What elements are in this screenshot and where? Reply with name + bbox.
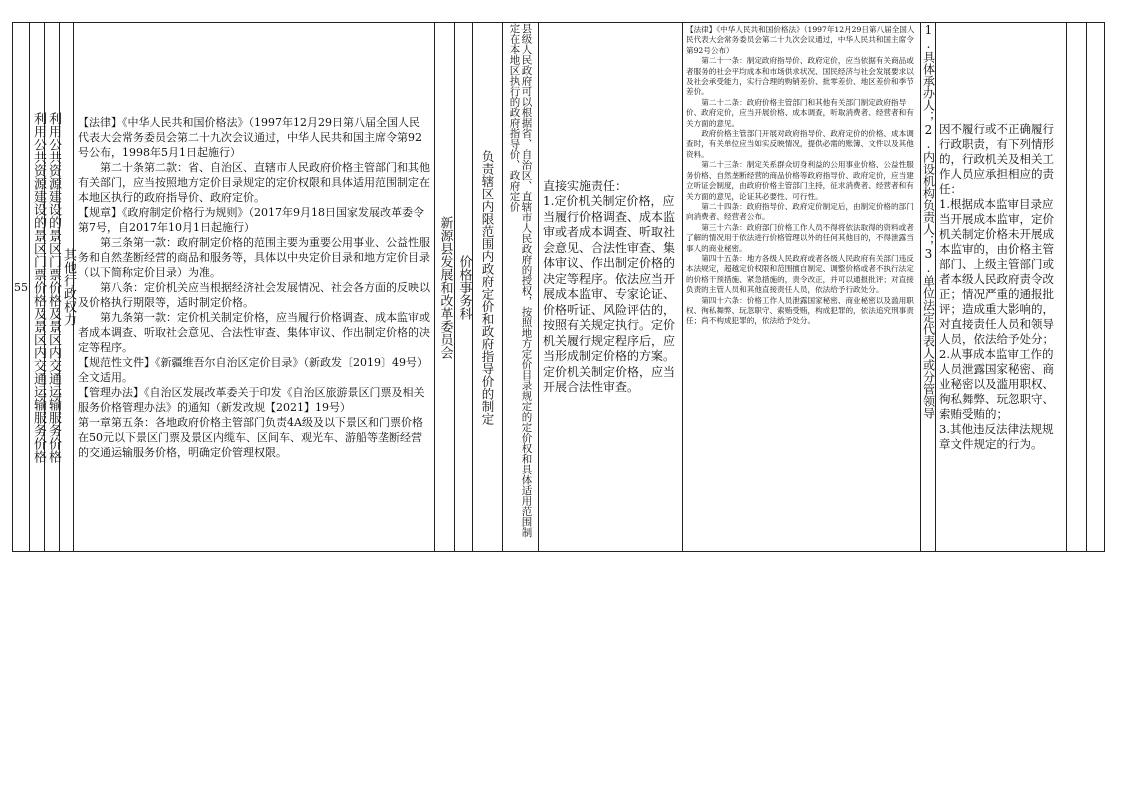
paragraph: 第九条第一款：定价机关制定价格，应当履行价格调查、成本监审或者成本调查、听取社会意见、合法性审查、集体审议、作出制定价格的决定等程序。	[78, 310, 430, 354]
paragraph: 【法律】《中华人民共和国价格法》（1997年12月29日第八届全国人民代表大会常务委员会第二十九次会议通过，中华人民共和国主席令第92号公布）	[686, 25, 915, 55]
paragraph: 全文适用。	[78, 370, 133, 384]
paragraph: 【管理办法】《自治区发展改革委关于印发《自治区旅游景区门票及相关服务价格管理办法》的通知（新发改规【2021】19号）	[78, 385, 425, 414]
paragraph: 2.从事成本监审工作的人员泄露国家秘密、商业秘密以及滥用职权、徇私舞弊、玩忽职守、索贿受贿的；	[939, 347, 1054, 421]
department-cell	[435, 23, 455, 552]
paragraph: 因不履行或不正确履行行政职责，有下列情形的，行政机关及相关工作人员应承担相应的责任：	[939, 122, 1054, 196]
paragraph: 【法律】《中华人民共和国价格法》（1997年12月29日第八届全国人民代表大会常务委员会第二十九次会议通过，中华人民共和国主席令第92号公布，1998年5月1日起施行）	[78, 115, 422, 159]
power-content: 负责辖区内限范围内政府定价和政府指导价的制定	[480, 149, 495, 425]
content-cell	[473, 23, 503, 552]
power-note: 县级人民政府可以根据省、自治区、直辖市人民政府的授权，按照地方定价目录规定的定价权和具体适用范围制定在本地区执行的政府指导价、政府定价	[508, 23, 533, 538]
legal-basis	[78, 115, 430, 460]
spare-cell	[1087, 23, 1105, 552]
table-row	[13, 23, 1105, 552]
paragraph: 第四十五条：地方各级人民政府或者各级人民政府有关部门违反本法规定，超越定价权限和范围擅自制定、调整价格或者不执行法定的价格干预措施、紧急措施的，责令改正，并可以通报批评；对直接负责的主管人员和其他直接责任人员，依法给予行政处分。	[686, 253, 914, 295]
duty-text: 直接实施责任： 1.定价机关制定价格，应当履行价格调查、成本监审或者成本调查、听取社会意见、合法性审查、集体审议、作出制定价格的决定等程序。依法应当开展成本监审、专家论证、价格听证、风险评估的，按照有关规定执行。定价机关履行规定程序后，应当形成制定价格的方案。定价机关制定价格，应当开展合法性审查。	[543, 178, 676, 394]
paragraph: 第二十二条：政府价格主管部门和其他有关部门制定政府指导价、政府定价，应当开展价格、成本调查，听取消费者、经营者和有关方面的意见。	[686, 97, 914, 128]
fault-cell	[936, 23, 1067, 552]
power-type: 其他行政权力	[61, 248, 76, 326]
paragraph: 【规章】《政府制定价格行为规则》（2017年9月18日国家发展改革委令第7号，自2017年10月1日起施行）	[78, 205, 424, 234]
duty-cell	[539, 23, 683, 552]
paragraph: 第三十六条：政府部门价格工作人员不得将依法取得的资料或者了解的情况用于依法进行价格管理以外的任何其他目的，不得泄露当事人的商业秘密。	[686, 222, 914, 253]
paragraph: 第二十三条：制定关系群众切身利益的公用事业价格、公益性服务价格、自然垄断经营的商品价格等政府指导价、政府定价，应当建立听证会制度，由政府价格主管部门主持，征求消费者、经营者和有关方面的意见，论证其必要性、可行性。	[686, 160, 914, 201]
paragraph: 3.其他违反法律法规规章文件规定的行为。	[939, 422, 1054, 451]
law-basis	[686, 25, 917, 327]
paragraph: 1.根据成本监审目录应当开展成本监审，定价机关制定价格未开展成本监审的，由价格主管部门、上级主管部门或者本级人民政府责令改正；情况严重的通报批评；造成重大影响的，对直接责任人员和领导人员，依法给予处分；	[939, 197, 1054, 346]
paragraph: 第八条：定价机关应当根据经济社会发展情况、社会各方面的反映以及价格执行期限等，适时制定价格。	[78, 280, 430, 309]
department: 新源县发展和改革委员会	[437, 215, 453, 359]
paragraph: 政府价格主管部门开展对政府指导价、政府定价的价格、成本调查时，有关单位应当如实反映情况，提供必需的账簿、文件以及其他资料。	[686, 129, 914, 159]
office-cell	[455, 23, 473, 552]
paragraph: 第四十六条：价格工作人员泄露国家秘密、商业秘密以及滥用职权、徇私舞弊、玩忽职守、索贿受贿，构成犯罪的，依法追究刑事责任；尚不构成犯罪的，依法给予处分。	[686, 295, 914, 326]
paragraph: 【规范性文件】《新疆维吾尔自治区定价目录》（新政发〔2019〕49号）	[78, 355, 428, 369]
item-name-cell	[30, 23, 45, 552]
paragraph: 第二十四条：政府指导价、政府定价制定后，由制定价格的部门向消费者、经营者公布。	[686, 201, 914, 222]
accountable: 1.具体承办人；2.内设机构负责人；3.单位法定代表人或分管领导	[921, 23, 936, 419]
sub-item-name: 利用公共资源建设的景区门票价格及景区内交通运输服务价格	[46, 111, 61, 463]
power-type-cell	[60, 23, 74, 552]
item-name: 利用公共资源建设的景区门票价格及景区内交通运输服务价格	[31, 111, 46, 463]
power-list-table	[12, 22, 1105, 552]
row-index-text: 55	[14, 280, 28, 294]
accountable-cell	[921, 23, 936, 552]
note-cell	[503, 23, 539, 552]
fault-text	[939, 122, 1063, 452]
sub-item-name-cell	[45, 23, 60, 552]
paragraph: 第二十一条：制定政府指导价、政府定价，应当依据有关商品或者服务的社会平均成本和市场供求状况、国民经济与社会发展要求以及社会承受能力，实行合理的购销差价、批零差价、地区差价和季节差价。	[686, 56, 914, 97]
legal-basis-cell	[74, 23, 435, 552]
paragraph: 第二十条第二款：省、自治区、直辖市人民政府价格主管部门和其他有关部门，应当按照地方定价目录规定的定价权限和具体适用范围制定在本地区执行的政府指导价、政府定价。	[78, 160, 430, 204]
paragraph: 第三条第一款：政府制定价格的范围主要为重要公用事业、公益性服务和自然垄断经营的商品和服务等，具体以中央定价目录和地方定价目录（以下简称定价目录）为准。	[78, 235, 430, 279]
paragraph: 第一章第五条：各地政府价格主管部门负责4A级及以下景区和门票价格在50元以下景区门票及景区内缆车、区间车、观光车、游船等垄断经营的交通运输服务价格，明确定价管理权限。	[78, 415, 423, 459]
office: 价格事务科	[456, 254, 472, 320]
law-cell	[683, 23, 921, 552]
remark-cell	[1067, 23, 1087, 552]
row-index	[13, 23, 30, 552]
